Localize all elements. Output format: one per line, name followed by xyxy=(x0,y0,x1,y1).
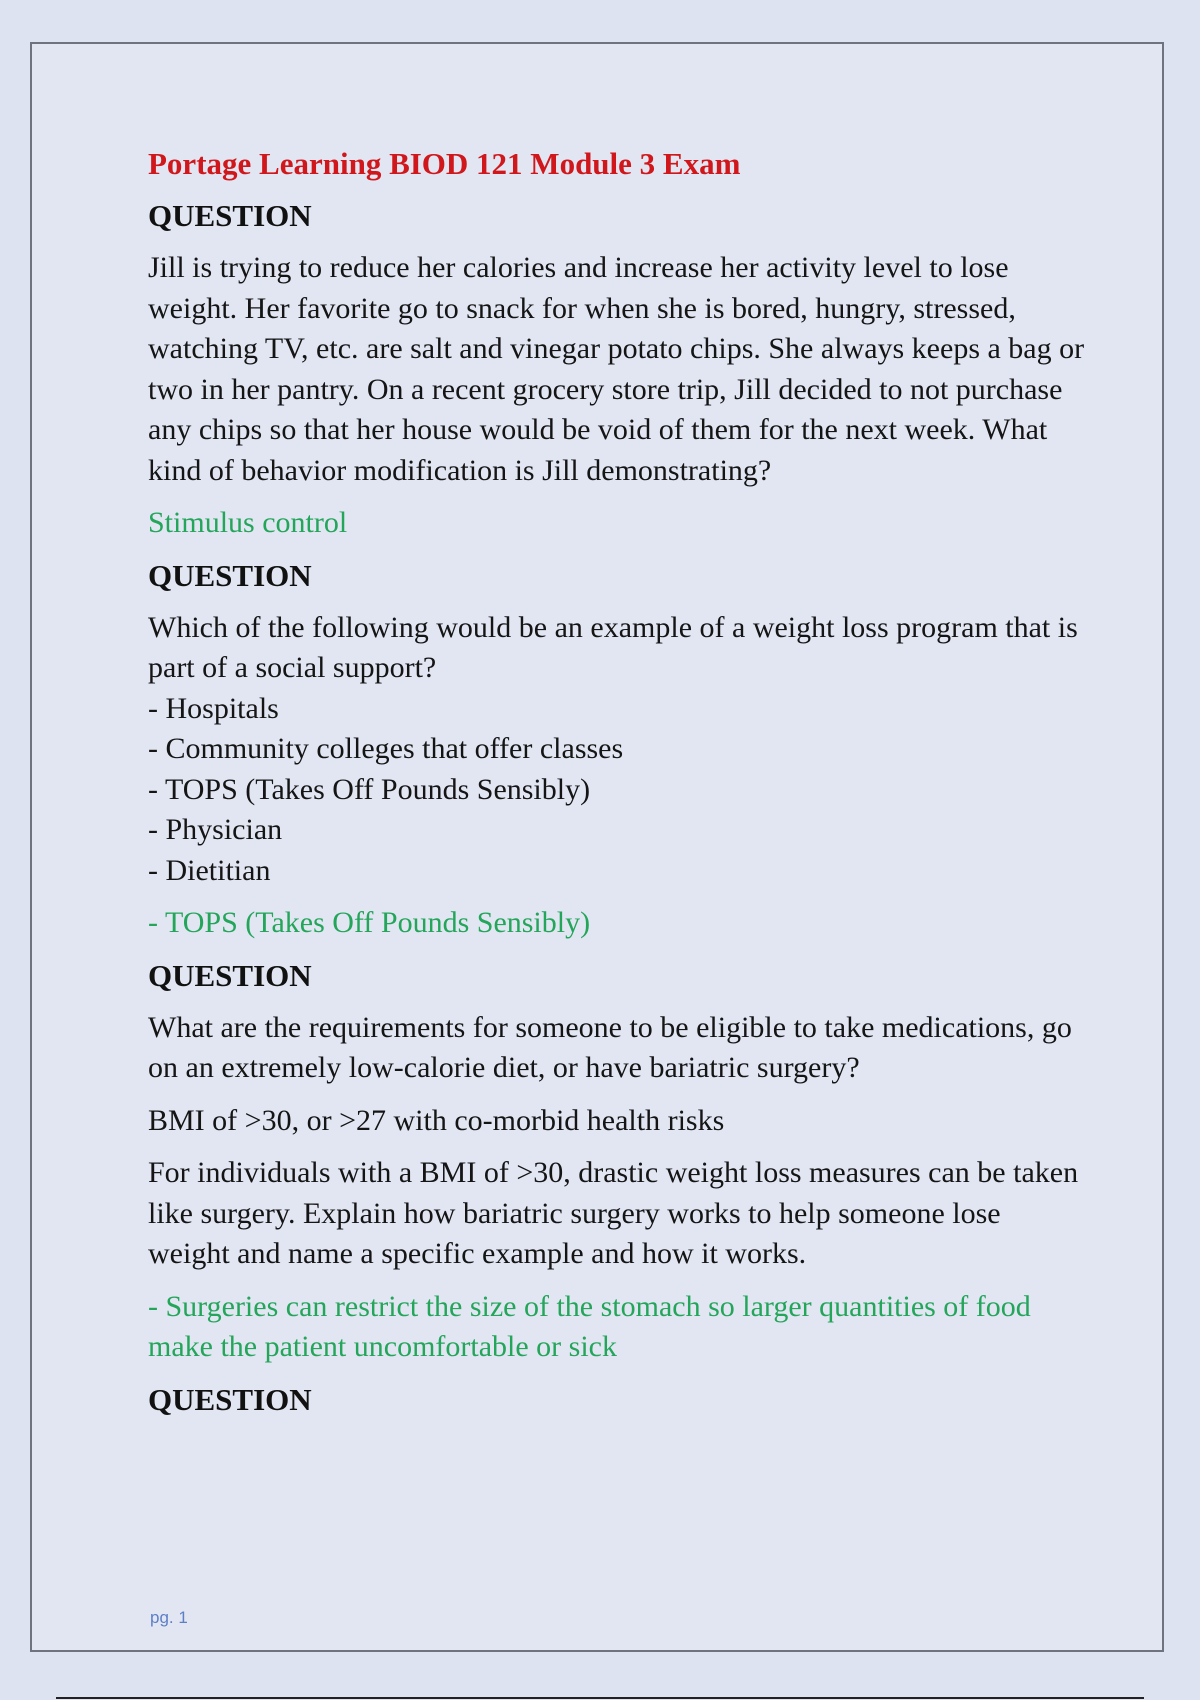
question-heading: QUESTION xyxy=(148,1381,312,1417)
answer-option: - Community colleges that offer classes xyxy=(148,732,624,765)
answer-text-plain: BMI of >30, or >27 with co-morbid health risks xyxy=(148,1103,725,1137)
answer-text: - TOPS (Takes Off Pounds Sensibly) xyxy=(148,906,591,939)
answer-option: - Hospitals xyxy=(148,691,279,725)
answer-option: - Physician xyxy=(148,813,283,846)
document-title: Portage Learning BIOD 121 Module 3 Exam xyxy=(148,146,741,181)
page-frame xyxy=(30,42,1164,1652)
followup-question-text: For individuals with a BMI of >30, drastic weight loss measures can be taken like surgery. Explain how bariatric surgery works to help someone lose weight and name a specific example and how it works. xyxy=(148,1156,1079,1270)
question-text xyxy=(148,608,1088,892)
question-heading: QUESTION xyxy=(148,957,312,993)
answer-text: - Surgeries can restrict the size of the stomach so larger quantities of food make the patient uncomfortable or sick xyxy=(148,1289,1031,1363)
question-heading: QUESTION xyxy=(148,557,312,593)
question-text: Jill is trying to reduce her calories and increase her activity level to lose weight. Her favorite go to snack for when she is bored, hungry, stressed, watching TV, etc. are salt and vinegar potato chips. She always keeps a bag or two in her pantry. On a recent grocery store trip, Jill decided to not purchase any chips so that her house would be void of them for the next week. What kind of behavior modification is Jill demonstrating? xyxy=(148,251,1085,487)
question-text: What are the requirements for someone to be eligible to take medications, go on an extremely low-calorie diet, or have bariatric surgery? xyxy=(148,1010,1072,1084)
document-content xyxy=(148,144,1088,1432)
page-number: pg. 1 xyxy=(150,1608,188,1627)
question-heading: QUESTION xyxy=(148,198,312,233)
page-bottom-divider xyxy=(56,1697,1144,1699)
answer-option: - TOPS (Takes Off Pounds Sensibly) xyxy=(148,772,591,806)
question-prompt: Which of the following would be an example of a weight loss program that is part of a social support? xyxy=(148,610,1078,684)
answer-text: Stimulus control xyxy=(148,506,348,539)
answer-option: - Dietitian xyxy=(148,853,271,887)
